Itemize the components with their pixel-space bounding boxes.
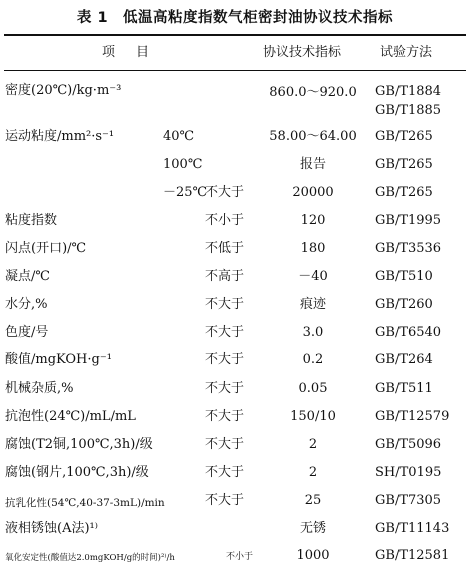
row-method: GB/T11143 [375, 521, 450, 536]
row-method: GB/T265 [375, 185, 433, 200]
row-method: GB/T265 [375, 157, 433, 172]
row-limit: 不大于 [205, 297, 245, 312]
header-spec: 协议技术指标 [263, 45, 342, 60]
header-item: 项 目 [102, 45, 154, 60]
row-method: GB/T260 [375, 297, 433, 312]
row-name: 酸值/mgKOH·g⁻¹ [5, 352, 112, 367]
row-method: GB/T265 [375, 129, 433, 144]
row-method: GB/T1884 [375, 84, 442, 99]
row-value: 3.0 [302, 325, 324, 340]
row-sub: －25℃ [163, 185, 208, 200]
row-name: 闪点(开口)/℃ [5, 241, 87, 256]
row-name: 水分,% [5, 297, 48, 312]
row-value: 20000 [292, 185, 334, 200]
row-name: 粘度指数 [5, 213, 58, 228]
row-method: GB/T510 [375, 269, 433, 284]
row-limit: 不大于 [205, 465, 245, 480]
row-value: 痕迹 [299, 297, 326, 312]
row-value: 58.00～64.00 [269, 129, 357, 144]
row-method: GB/T1995 [375, 213, 442, 228]
row-method-2: GB/T1885 [375, 103, 442, 118]
row-method: GB/T5096 [375, 437, 442, 452]
row-name: 凝点/℃ [5, 269, 50, 284]
row-sub: 100℃ [163, 157, 203, 172]
row-value: －40 [298, 269, 328, 284]
row-sub: 40℃ [163, 129, 195, 144]
row-value: 2 [308, 437, 318, 452]
row-limit: 不大于 [205, 325, 245, 340]
row-limit: 不大于 [205, 381, 245, 396]
row-name: 腐蚀(钢片,100℃,3h)/级 [5, 465, 149, 480]
row-value: 报告 [299, 157, 326, 172]
row-method: GB/T6540 [375, 325, 442, 340]
row-value: 0.05 [298, 381, 328, 396]
top-rule [4, 34, 466, 36]
row-limit: 不大于 [205, 493, 245, 508]
row-method: SH/T0195 [375, 465, 442, 480]
row-limit: 不大于 [205, 352, 245, 367]
row-limit: 不大于 [205, 185, 245, 200]
row-method: GB/T12579 [375, 409, 450, 424]
row-value: 120 [300, 213, 326, 228]
header-method: 试验方法 [380, 45, 433, 60]
row-name: 机械杂质,% [5, 381, 74, 396]
row-limit: 不小于 [205, 213, 245, 228]
row-name: 氧化安定性(酸值达2.0mgKOH/g的时间)²⁾/h [5, 553, 175, 563]
row-name: 液相锈蚀(A法)¹⁾ [5, 521, 98, 536]
row-name: 腐蚀(T2铜,100℃,3h)/级 [5, 437, 153, 452]
row-value: 860.0～920.0 [269, 85, 357, 100]
row-method: GB/T264 [375, 352, 433, 367]
row-limit: 不大于 [205, 409, 245, 424]
row-limit: 不高于 [205, 269, 245, 284]
header-rule [4, 70, 466, 71]
row-value: 无锈 [299, 521, 326, 536]
row-name: 抗乳化性(54℃,40-37-3mL)/min [5, 497, 165, 509]
row-value: 0.2 [302, 352, 324, 367]
row-value: 150/10 [290, 409, 336, 424]
row-limit: 不大于 [205, 437, 245, 452]
row-method: GB/T12581 [375, 548, 450, 563]
row-value: 1000 [296, 548, 330, 563]
row-value: 2 [308, 465, 318, 480]
row-method: GB/T511 [375, 381, 433, 396]
row-value: 180 [300, 241, 326, 256]
row-value: 25 [304, 493, 322, 508]
row-method: GB/T7305 [375, 493, 442, 508]
row-name: 抗泡性(24℃)/mL/mL [5, 409, 136, 424]
row-method: GB/T3536 [375, 241, 442, 256]
table-title: 表 1 低温高粘度指数气柜密封油协议技术指标 [76, 10, 394, 26]
row-limit: 不小于 [226, 552, 254, 562]
row-name: 运动粘度/mm²·s⁻¹ [5, 129, 115, 144]
row-name: 密度(20℃)/kg·m⁻³ [5, 83, 122, 98]
row-name: 色度/号 [5, 325, 49, 340]
row-limit: 不低于 [205, 241, 245, 256]
